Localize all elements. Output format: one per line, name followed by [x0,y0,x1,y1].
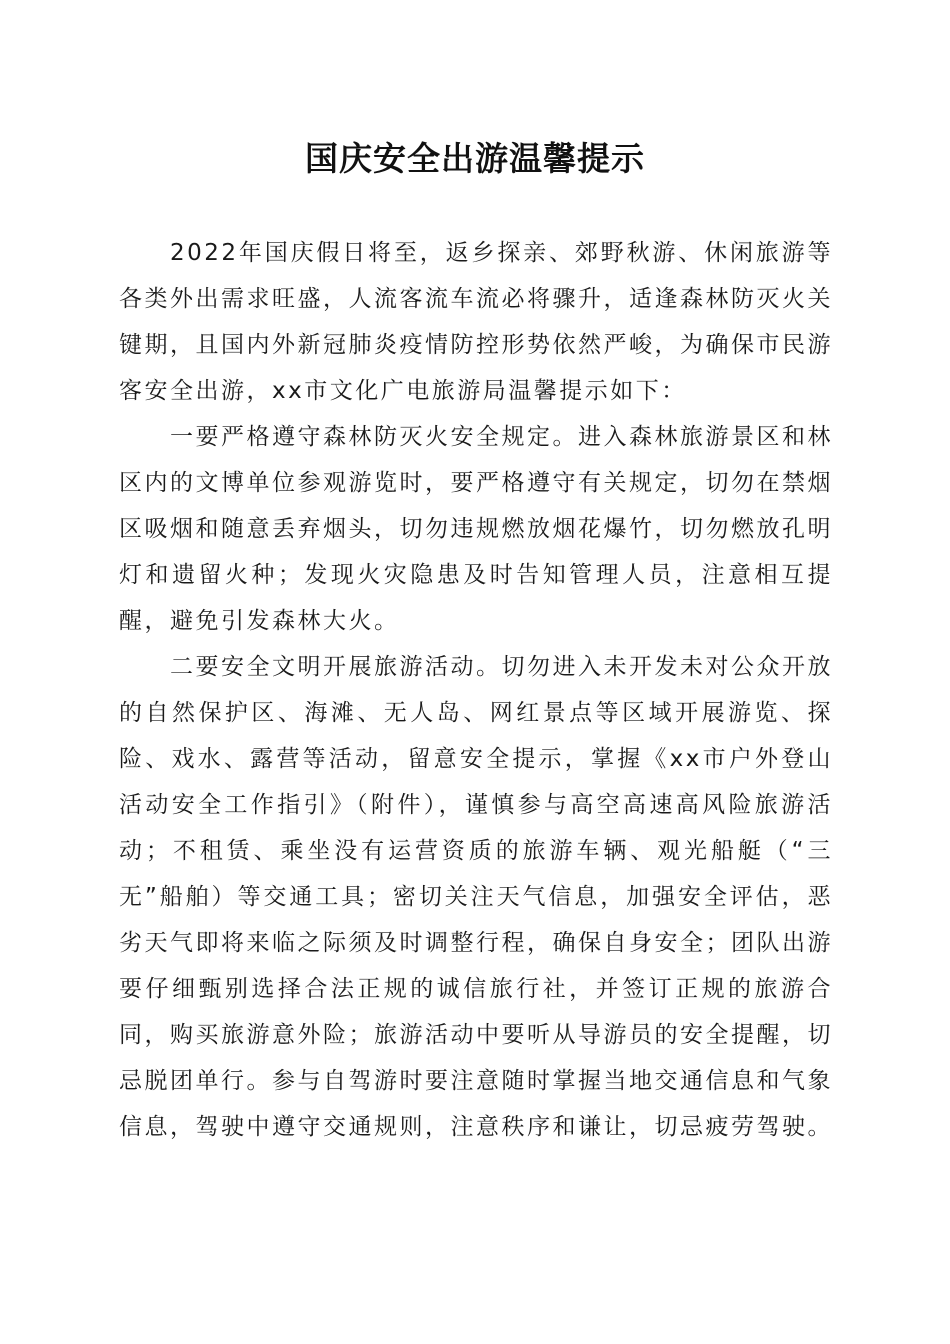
paragraph-forest-fire-safety: 一要严格遵守森林防灭火安全规定。进入森林旅游景区和林区内的文博单位参观游览时，要严格遵守有关规定，切勿在禁烟区吸烟和随意丢弃烟头，切勿违规燃放烟花爆竹，切勿燃放孔明灯和遗留火种；发现火灾隐患及时告知管理人员，注意相互提醒，避免引发森林大火。 [119,424,833,634]
document-title: 国庆安全出游温馨提示 [305,139,645,178]
document-body [119,230,833,1150]
paragraph-safe-travel-activities: 二要安全文明开展旅游活动。切勿进入未开发未对公众开放的自然保护区、海滩、无人岛、网红景点等区域开展游览、探险、戏水、露营等活动，留意安全提示，掌握《xx市户外登山活动安全工作指引》（附件），谨慎参与高空高速高风险旅游活动；不租赁、乘坐没有运营资质的旅游车辆、观光船艇（“三无”船舶）等交通工具；密切关注天气信息，加强安全评估，恶劣天气即将来临之际须及时调整行程，确保自身安全；团队出游要仔细甄别选择合法正规的诚信旅行社，并签订正规的旅游合同，购买旅游意外险；旅游活动中要听从导游员的安全提醒，切忌脱团单行。参与自驾游时要注意随时掌握当地交通信息和气象信息，驾驶中遵守交通规则，注意秩序和谦让，切忌疲劳驾驶。 [119,654,833,1140]
paragraph-intro: 2022年国庆假日将至，返乡探亲、郊野秋游、休闲旅游等各类外出需求旺盛，人流客流车流必将骤升，适逢森林防灭火关键期，且国内外新冠肺炎疫情防控形势依然严峻，为确保市民游客安全出游，xx市文化广电旅游局温馨提示如下： [119,240,833,404]
